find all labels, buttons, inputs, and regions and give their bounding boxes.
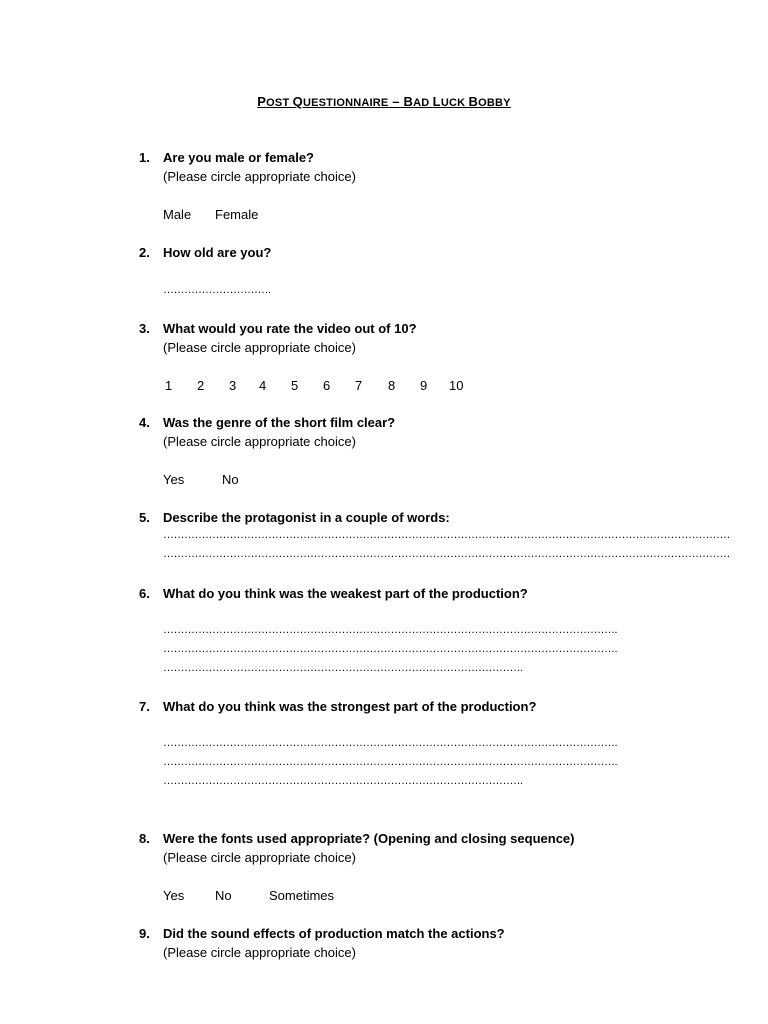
title-part: UESTIONNAIRE bbox=[302, 97, 389, 109]
answer-line[interactable]: …………………………………………………………………………………………………………………. bbox=[163, 643, 618, 655]
answer-line[interactable]: …………………………………………………………………………………………………………………. bbox=[163, 737, 618, 749]
answer-line[interactable]: ……………………………………………………………………………………………………………………………………………… bbox=[163, 529, 730, 541]
rating-choice[interactable]: 5 bbox=[291, 378, 299, 393]
choice-male[interactable]: Male bbox=[163, 207, 192, 222]
rating-choice[interactable]: 8 bbox=[388, 378, 396, 393]
question-instruction: (Please circle appropriate choice) bbox=[163, 169, 356, 184]
title-part: AD bbox=[413, 97, 433, 109]
title-part: OBBY bbox=[478, 97, 511, 109]
choice-no[interactable]: No bbox=[222, 472, 239, 487]
choice-yes[interactable]: Yes bbox=[163, 888, 185, 903]
question-text: How old are you? bbox=[163, 245, 272, 260]
title-part: OST bbox=[266, 97, 293, 109]
question-text: What do you think was the strongest part of the production? bbox=[163, 699, 537, 714]
question-number: 3. bbox=[139, 321, 150, 336]
answer-line[interactable]: …………………………………………………………………………………………………………………. bbox=[163, 624, 618, 636]
question-number: 4. bbox=[139, 415, 150, 430]
title-part: B bbox=[403, 94, 414, 109]
question-number: 5. bbox=[139, 510, 150, 525]
title-part: P bbox=[257, 94, 267, 109]
question-text: Describe the protagonist in a couple of words: bbox=[163, 510, 450, 525]
choice-no[interactable]: No bbox=[215, 888, 232, 903]
question-text: Did the sound effects of production match the actions? bbox=[163, 926, 505, 941]
rating-choice[interactable]: 6 bbox=[323, 378, 331, 393]
question-number: 8. bbox=[139, 831, 150, 846]
question-number: 1. bbox=[139, 150, 150, 165]
title-part: B bbox=[468, 94, 479, 109]
page-title bbox=[0, 94, 768, 109]
rating-choice[interactable]: 2 bbox=[197, 378, 205, 393]
question-number: 7. bbox=[139, 699, 150, 714]
rating-choice[interactable]: 7 bbox=[355, 378, 363, 393]
title-part: L bbox=[432, 94, 441, 109]
rating-choice[interactable]: 10 bbox=[449, 378, 464, 393]
question-text: What would you rate the video out of 10? bbox=[163, 321, 417, 336]
question-instruction: (Please circle appropriate choice) bbox=[163, 340, 356, 355]
choice-sometimes[interactable]: Sometimes bbox=[269, 888, 335, 903]
question-text: Were the fonts used appropriate? (Opening and closing sequence) bbox=[163, 831, 575, 846]
question-number: 6. bbox=[139, 586, 150, 601]
question-number: 9. bbox=[139, 926, 150, 941]
question-instruction: (Please circle appropriate choice) bbox=[163, 850, 356, 865]
question-text: What do you think was the weakest part of the production? bbox=[163, 586, 528, 601]
answer-line[interactable]: …………………………………………………………………………………………………………………. bbox=[163, 756, 618, 768]
answer-line[interactable]: …………………………………………………………………………………………. bbox=[163, 662, 523, 674]
title-part: Q bbox=[292, 94, 303, 109]
rating-choice[interactable]: 3 bbox=[229, 378, 237, 393]
title-part: UCK bbox=[440, 97, 469, 109]
question-text: Are you male or female? bbox=[163, 150, 314, 165]
choice-female[interactable]: Female bbox=[215, 207, 259, 222]
rating-choice[interactable]: 4 bbox=[259, 378, 267, 393]
answer-line[interactable]: ……………………………………………………………………………………………………………………………………………… bbox=[163, 548, 730, 560]
question-text: Was the genre of the short film clear? bbox=[163, 415, 396, 430]
answer-line[interactable]: …………………………………………………………………………………………. bbox=[163, 775, 523, 787]
question-instruction: (Please circle appropriate choice) bbox=[163, 945, 356, 960]
rating-choice[interactable]: 1 bbox=[165, 378, 173, 393]
question-instruction: (Please circle appropriate choice) bbox=[163, 434, 356, 449]
answer-line[interactable]: …………………………. bbox=[163, 284, 271, 296]
choice-yes[interactable]: Yes bbox=[163, 472, 185, 487]
rating-choice[interactable]: 9 bbox=[420, 378, 428, 393]
question-number: 2. bbox=[139, 245, 150, 260]
title-part: – bbox=[388, 94, 404, 109]
